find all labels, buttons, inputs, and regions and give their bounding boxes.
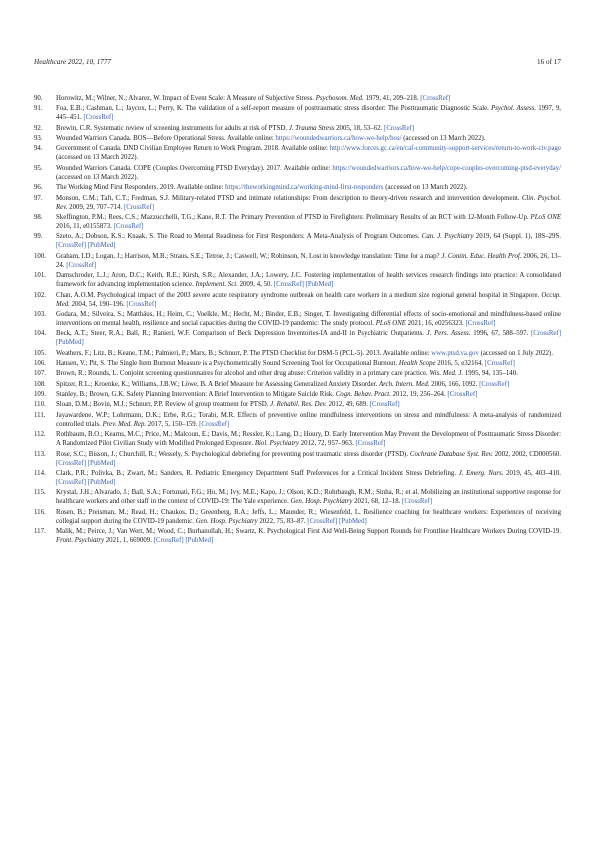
reference-link[interactable]: [CrossRef] <box>83 114 114 122</box>
reference-citation: 2021, 68, 12–18. <box>352 498 401 506</box>
reference-item <box>34 359 561 368</box>
reference-journal: Front. Psychiatry <box>56 537 105 545</box>
reference-number: 104. <box>34 330 46 338</box>
reference-citation: 2021, 16, e0256323. <box>405 319 464 327</box>
reference-link[interactable]: http://www.forces.gc.ca/en/caf-community-support-services/return-to-work-civ.page <box>329 145 561 153</box>
reference-number: 93. <box>34 135 43 143</box>
reference-link[interactable]: [CrossRef] <box>402 498 433 506</box>
reference-journal: PLoS ONE <box>375 319 406 327</box>
reference-journal: Cogn. Behav. Pract. <box>335 391 391 399</box>
reference-item <box>34 213 561 231</box>
reference-item <box>34 271 561 289</box>
reference-list <box>34 94 561 546</box>
reference-citation: 2002, 2002, CD000560. <box>492 450 561 458</box>
reference-number: 116. <box>34 508 46 516</box>
reference-text: Brewin, C.R. Systematic review of screening instruments for adults at risk of PTSD. <box>56 124 289 132</box>
reference-text: Weathers, F.; Litz, B.; Keane, T.M.; Palmieri, P.; Marx, B.; Schnurr, P. The PTSD Checklist for DSM-5 (PCL-5). 2013. Available online: <box>56 349 432 357</box>
journal-name: Healthcare <box>34 58 67 66</box>
reference-link[interactable]: [CrossRef] <box>447 391 478 399</box>
reference-journal: Psychosom. Med. <box>315 95 364 102</box>
reference-citation: 2005, 18, 53–62. <box>334 124 383 132</box>
reference-text: Wounded Warriors Canada. COPE (Couples Overcoming PTSD Everyday). 2017. Available online: <box>56 164 333 172</box>
reference-link[interactable]: https://theworkingmind.ca/working-mind-first-responders <box>225 184 384 192</box>
reference-text: Rothbaum, B.O.; Kearns, M.C.; Price, M.; Malcoun, E.; Davis, M.; Ressler, K.; Lang, D.; Houry, D. Early Intervention May Prevent the Development of Posttraumatic Stress Disorder: A Randomized Pilot Civilian Study with Modified Prolonged Exposure. <box>56 431 561 448</box>
reference-journal: J. Contin. Educ. Health Prof. <box>441 252 522 260</box>
reference-number: 94. <box>34 145 43 153</box>
journal-year: 2022, <box>66 58 86 66</box>
reference-number: 115. <box>34 489 46 497</box>
reference-citation: 2009, 4, 50. <box>237 281 273 289</box>
reference-link[interactable]: [CrossRef] <box>123 203 154 211</box>
reference-item <box>34 183 561 192</box>
reference-item <box>34 469 561 487</box>
reference-item <box>34 411 561 429</box>
reference-accessed: (accessed on 13 March 2022). <box>56 173 139 181</box>
reference-item <box>34 527 561 545</box>
reference-text: Beck, A.T.; Steer, R.A.; Ball, R.; Ranieri, W.F. Comparison of Beck Depression Inventories-IA and-II in Psychiatric Outpatients. <box>56 330 427 338</box>
reference-accessed: (accessed on 13 March 2022). <box>383 184 468 192</box>
reference-number: 107. <box>34 370 46 378</box>
reference-citation: 2017, 5, 150–159. <box>146 420 198 428</box>
reference-item <box>34 124 561 133</box>
reference-number: 108. <box>34 380 46 388</box>
reference-journal: J. Pers. Assess. <box>426 330 471 338</box>
reference-link[interactable]: [CrossRef] <box>420 95 451 102</box>
reference-journal: Clin. Psychol. Rev. <box>56 194 561 211</box>
reference-number: 99. <box>34 233 43 241</box>
reference-link[interactable]: [CrossRef] [PubMed] <box>56 459 116 467</box>
reference-item <box>34 104 561 122</box>
reference-journal: Health Scope <box>398 360 436 368</box>
reference-link[interactable]: https://woundedwarriors.ca/how-we-help/cope-couples-overcoming-ptsd-everyday/ <box>332 164 561 172</box>
reference-text: Clark, P.R.; Polivka, B.; Zwart, M.; Sanders, R. Pediatric Emergency Department Staff Preferences for a Critical Incident Stress Debriefing. <box>56 469 459 477</box>
reference-link[interactable]: https://woundedwarriors.ca/how-we-help/bos/ <box>275 135 402 143</box>
reference-link[interactable]: [CrossRef] [PubMed] <box>56 242 116 250</box>
reference-number: 101. <box>34 272 46 280</box>
reference-text: Rosen, B.; Preisman, M.; Read, H.; Chaukos, D.; Greenberg, R.A.; Jeffs, L.; Maunder, R.; Wiesenfeld, L. Resilience coaching for healthcare workers: Experiences of receiving collegial support during the COVID-19 pandemic. <box>56 508 561 525</box>
reference-item <box>34 252 561 270</box>
reference-citation: 1995, 94, 135–140. <box>463 370 518 378</box>
reference-text: Krystal, J.H.; Alvarado, J.; Ball, S.A.; Fortunati, F.G.; Hu, M.; Ivy, M.E.; Kapo, J.; Olson, K.D.; Rohrbaugh, R.M.; Sinha, R.; et al. Mobilizing an institutional supportive response for healthcare workers and other staff in the context of COVID-19: The Yale experience. <box>56 489 561 506</box>
reference-text: Malik, M.; Peirce, J.; Van Wert, M.; Wood, C.; Burhanullah, H.; Swartz, K. Psychological First Aid Well-Being Support Rounds for Frontline Healthcare Workers During COVID-19. <box>56 528 561 536</box>
reference-text: Skeffington, P.M.; Rees, C.S.; Mazzucchelli, T.G.; Kane, R.T. The Primary Prevention of PTSD in Firefighters: Preliminary Results of an RCT with 12-Month Follow-Up. <box>56 213 531 221</box>
reference-item <box>34 369 561 378</box>
reference-item <box>34 390 561 399</box>
reference-text: Brown, R.; Rounds, L. Conjoint screening questionnaires for alcohol and other drug abuse: Criterion validity in a primary care practice. <box>56 370 430 378</box>
article-number: , 1777 <box>93 58 111 66</box>
reference-link[interactable]: [CrossRef] [PubMed] <box>273 281 334 289</box>
journal-volume: 10 <box>85 58 94 66</box>
reference-item <box>34 310 561 328</box>
reference-item <box>34 194 561 212</box>
reference-citation: 2016, 5, e32164. <box>435 360 484 368</box>
reference-link[interactable]: [CrossRef] [PubMed] <box>56 330 561 347</box>
reference-link[interactable]: [CrossRef] <box>369 401 400 409</box>
reference-number: 100. <box>34 252 46 260</box>
reference-text: Foa, E.B.; Cashman, L.; Jaycox, L.; Perry, K. The validation of a self-report measure of posttraumatic stress disorder: The Posttraumatic Diagnostic Scale. <box>56 105 492 113</box>
reference-journal: Occup. Med. <box>56 291 561 308</box>
reference-item <box>34 329 561 347</box>
reference-text: Rose, S.C.; Bisson, J.; Churchill, R.; Wessely, S. Psychological debriefing for preventing post traumatic stress disorder (PTSD). <box>56 450 410 458</box>
reference-number: 110. <box>34 401 46 409</box>
reference-number: 98. <box>34 213 43 221</box>
reference-item <box>34 380 561 389</box>
reference-link[interactable]: [CrossRef] [PubMed] <box>153 537 214 545</box>
reference-accessed: (accessed on 1 July 2022). <box>478 349 554 357</box>
reference-journal: Gen. Hosp. Psychiatry <box>195 517 258 525</box>
reference-link[interactable]: [CrossRef] <box>126 300 157 308</box>
reference-accessed: (accessed on 13 March 2022). <box>401 135 486 143</box>
reference-citation: 2012, 72, 957–963. <box>298 440 354 448</box>
reference-journal: Cochrane Database Syst. Rev. <box>409 450 493 458</box>
reference-item <box>34 349 561 358</box>
reference-journal: Wis. Med. J. <box>429 370 464 378</box>
reference-text: Government of Canada. DND Civilian Employee Return to Work Program. 2018. Available online: <box>56 145 330 153</box>
reference-item <box>34 94 561 103</box>
reference-citation: 1979, 41, 209–218. <box>363 95 419 102</box>
reference-citation: 2009, 29, 707–714. <box>67 203 123 211</box>
reference-link[interactable]: www.ptsd.va.gov <box>431 349 479 357</box>
reference-number: 91. <box>34 105 43 113</box>
reference-item <box>34 232 561 250</box>
reference-link[interactable]: [CrossRef] <box>199 420 230 428</box>
page-number: 16 of 17 <box>537 58 561 66</box>
reference-journal: J. Emerg. Nurs. <box>458 469 504 477</box>
reference-citation: 2006, 166, 1092. <box>429 380 478 388</box>
reference-number: 117. <box>34 528 46 536</box>
reference-link[interactable]: [CrossRef] [PubMed] <box>307 517 367 525</box>
reference-text: Sloan, D.M.; Bovin, M.J.; Schnurr, P.P. Review of group treatment for PTSD. <box>56 401 271 409</box>
reference-text: Jayawardene, W.P.; Lohrmann, D.K.; Erbe, R.G.; Torabi, M.R. Effects of preventive online mindfulness interventions on stress and mindfulness: A meta-analysis of randomized controlled trials. <box>56 411 561 428</box>
reference-number: 109. <box>34 391 46 399</box>
reference-citation: 2006, 26, 13–24. <box>56 252 561 269</box>
reference-citation: 2019, 45, 403–410. <box>503 469 561 477</box>
reference-link[interactable]: [CrossRef] [PubMed] <box>56 478 116 486</box>
reference-journal: Implement. Sci. <box>195 281 238 289</box>
reference-number: 90. <box>34 95 43 102</box>
reference-accessed: (accessed on 13 March 2022). <box>56 154 139 162</box>
reference-link[interactable]: [CrossRef] <box>384 124 415 132</box>
reference-number: 95. <box>34 164 43 172</box>
reference-link[interactable]: [CrossRef] <box>355 440 386 448</box>
reference-journal: Arch. Intern. Med. <box>378 380 430 388</box>
reference-number: 92. <box>34 124 43 132</box>
reference-citation: 2016, 11, e0155873. <box>56 222 112 230</box>
reference-number: 114. <box>34 469 46 477</box>
reference-text: Hansen, V.; Pit, S. The Single Item Burnout Measure is a Psychometrically Sound Screening Tool for Occupational Burnout. <box>56 360 399 368</box>
reference-journal: PLoS ONE <box>530 213 561 221</box>
reference-citation: 1997, 9, 445–451. <box>56 105 562 122</box>
reference-number: 97. <box>34 194 43 202</box>
reference-number: 102. <box>34 291 46 299</box>
reference-citation: 2021, 1, 669009. <box>104 537 152 545</box>
reference-item <box>34 488 561 506</box>
reference-citation: 1996, 67, 588–597. <box>470 330 529 338</box>
reference-text: Wounded Warriors Canada. BOS—Before Operational Stress. Available online: <box>56 135 276 143</box>
reference-link[interactable]: [CrossRef] <box>479 380 510 388</box>
reference-link[interactable]: [CrossRef] <box>113 222 144 230</box>
reference-item <box>34 400 561 409</box>
reference-text: The Working Mind First Responders. 2019. Available online: <box>56 184 226 192</box>
reference-journal: Biol. Psychiatry <box>254 440 299 448</box>
reference-citation: 2012, 49, 689. <box>326 401 368 409</box>
reference-text: Graham, I.D.; Logan, J.; Harrison, M.B.; Straus, S.E.; Tetroe, J.; Caswell, W.; Robinson, N. Lost in knowledge translation: Time for a map? <box>56 252 442 260</box>
reference-item <box>34 430 561 448</box>
reference-citation: 2019, 64 (Suppl. 1), 18S–29S. <box>473 233 562 241</box>
reference-citation: 2022, 75, 83–87. <box>257 517 306 525</box>
reference-text: Spitzer, R.L.; Kroenke, K.; Williams, J.B.W.; Löwe, B. A Brief Measure for Assessing Generalized Anxiety Disorder. <box>56 380 379 388</box>
reference-item <box>34 508 561 526</box>
reference-journal: Can. J. Psychiatry <box>421 233 474 241</box>
reference-text: Chan, A.O.M. Psychological impact of the 2003 severe acute respiratory syndrome outbreak on health care workers in a medium size regional general hospital in Singapore. <box>56 291 542 299</box>
reference-item <box>34 144 561 162</box>
reference-number: 112. <box>34 431 46 439</box>
reference-text: Godara, M.; Silveira, S.; Matthäus, H.; Heim, C.; Voelkle, M.; Hecht, M.; Binder, E.B.; Singer, T. Investigating differential effects of socio-emotional and mindfulness-based online interventions on mental health, resilience and social capacities during the COVID-19 pandemic: The study protocol. <box>56 310 561 327</box>
reference-item <box>34 291 561 309</box>
reference-journal: J. Trauma Stress <box>288 124 335 132</box>
reference-citation: 2004, 54, 190–196. <box>69 300 125 308</box>
reference-link[interactable]: [CrossRef] <box>465 319 496 327</box>
reference-journal: Prev. Med. Rep. <box>102 420 147 428</box>
reference-citation: 2012, 19, 256–264. <box>390 391 446 399</box>
reference-text: Monson, C.M.; Taft, C.T.; Fredman, S.J. Military-related PTSD and intimate relationships: From description to theory-driven research and intervention development. <box>56 194 522 202</box>
reference-link[interactable]: [CrossRef] <box>66 261 97 269</box>
reference-text: Damschroder, L.J.; Aron, D.C.; Keith, R.E.; Kirsh, S.R.; Alexander, J.A.; Lowery, J.C. Fostering implementation of health services research findings into practice: A consolidated framework for advancing implementation science. <box>56 272 561 289</box>
reference-text: Szeto, A.; Dobson, K.S.; Knaak, S. The Road to Mental Readiness for First Responders: A Meta-Analysis of Program Outcomes. <box>56 233 422 241</box>
reference-number: 113. <box>34 450 46 458</box>
reference-journal: Psychol. Assess. <box>491 105 537 113</box>
reference-number: 96. <box>34 184 43 192</box>
reference-item <box>34 134 561 143</box>
reference-item <box>34 164 561 182</box>
running-head <box>34 58 111 67</box>
reference-link[interactable]: [CrossRef] <box>484 360 515 368</box>
reference-text: Horowitz, M.; Wilner, N.; Alvarez, W. Impact of Event Scale: A Measure of Subjective Stress. <box>56 95 316 102</box>
reference-journal: Gen. Hosp. Psychiatry <box>290 498 353 506</box>
reference-journal: J. Rehabil. Res. Dev. <box>270 401 327 409</box>
reference-item <box>34 450 561 468</box>
reference-number: 111. <box>34 411 46 419</box>
reference-number: 106. <box>34 360 46 368</box>
reference-number: 105. <box>34 349 46 357</box>
reference-text: Stanley, B.; Brown, G.K. Safety Planning Intervention: A Brief Intervention to Mitigate Suicide Risk. <box>56 391 336 399</box>
reference-number: 103. <box>34 310 46 318</box>
